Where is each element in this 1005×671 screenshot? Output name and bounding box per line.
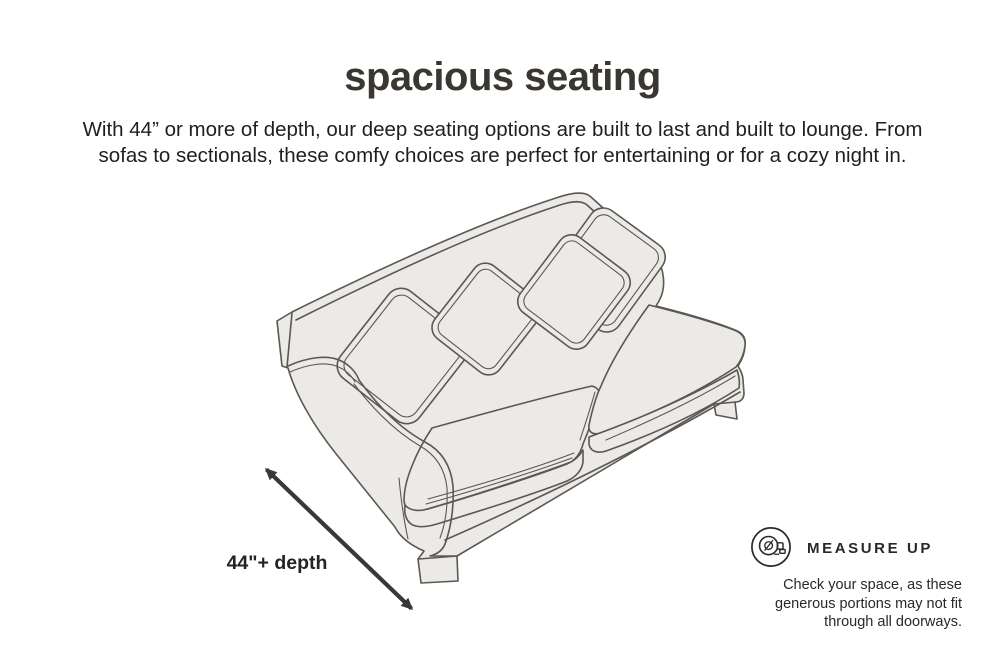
tape-measure-icon [750, 526, 792, 568]
measure-up-note: Check your space, as these generous portions may not fit through all doorways. [775, 577, 962, 631]
measure-up-callout [750, 526, 962, 632]
intro-line-2: sofas to sectionals, these comfy choices are perfect for entertaining or for a cozy night in. [98, 144, 907, 167]
measure-up-title: MEASURE UP [807, 539, 934, 557]
page-title: spacious seating [344, 55, 661, 99]
measure-up-header [750, 526, 962, 568]
intro-line-1: With 44” or more of depth, our deep seating options are built to last and built to lounge. From [82, 118, 923, 141]
depth-dimension-label: 44"+ depth [226, 552, 328, 574]
